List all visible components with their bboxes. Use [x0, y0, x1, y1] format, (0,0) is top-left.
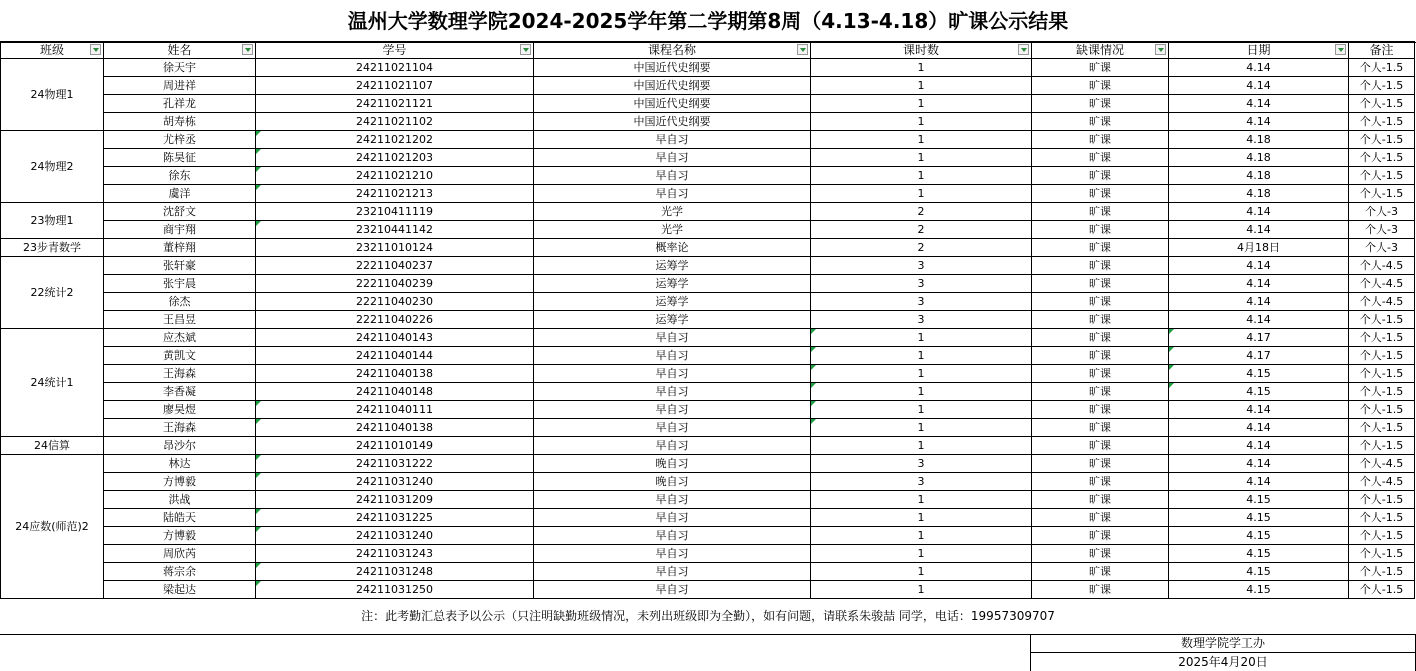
cell-name[interactable]: 徐天宇 [104, 59, 256, 77]
cell-student-id[interactable]: 24211031250 [256, 581, 534, 599]
cell-status[interactable]: 旷课 [1032, 59, 1169, 77]
cell-note[interactable]: 个人-1.5 [1349, 401, 1415, 419]
cell-name[interactable]: 陈昊征 [104, 149, 256, 167]
cell-class[interactable]: 24统计1 [1, 329, 104, 437]
cell-student-id[interactable]: 24211031248 [256, 563, 534, 581]
cell-course[interactable]: 早自习 [534, 167, 811, 185]
cell-date[interactable]: 4.15 [1169, 491, 1349, 509]
cell-student-id[interactable]: 24211021121 [256, 95, 534, 113]
cell-hours[interactable]: 3 [811, 275, 1032, 293]
cell-status[interactable]: 旷课 [1032, 491, 1169, 509]
table-row [1, 401, 1415, 419]
cell-hours[interactable]: 1 [811, 563, 1032, 581]
table-row [1, 473, 1415, 491]
cell-student-id[interactable]: 24211031240 [256, 473, 534, 491]
table-row [1, 365, 1415, 383]
cell-student-id[interactable]: 24211010149 [256, 437, 534, 455]
table-row [1, 311, 1415, 329]
cell-hours[interactable]: 1 [811, 131, 1032, 149]
column-header-course[interactable]: 课程名称 [534, 42, 811, 59]
footer-signature [1030, 634, 1416, 671]
cell-hours[interactable]: 1 [811, 149, 1032, 167]
cell-class[interactable]: 24物理1 [1, 59, 104, 131]
cell-class[interactable]: 24应数(师范)2 [1, 455, 104, 599]
table-row [1, 509, 1415, 527]
cell-student-id[interactable]: 24211040111 [256, 401, 534, 419]
cell-note[interactable]: 个人-1.5 [1349, 311, 1415, 329]
cell-course[interactable]: 早自习 [534, 437, 811, 455]
cell-course[interactable]: 早自习 [534, 347, 811, 365]
cell-date[interactable]: 4.14 [1169, 275, 1349, 293]
cell-hours[interactable]: 1 [811, 491, 1032, 509]
cell-student-id[interactable]: 24211021104 [256, 59, 534, 77]
cell-student-id[interactable]: 24211040138 [256, 419, 534, 437]
cell-student-id[interactable]: 24211031222 [256, 455, 534, 473]
error-indicator-icon [256, 149, 261, 154]
table-row [1, 275, 1415, 293]
cell-date[interactable]: 4.18 [1169, 149, 1349, 167]
cell-note[interactable]: 个人-3 [1349, 203, 1415, 221]
cell-date[interactable]: 4.14 [1169, 203, 1349, 221]
cell-course[interactable]: 早自习 [534, 131, 811, 149]
cell-name[interactable]: 徐杰 [104, 293, 256, 311]
cell-date[interactable]: 4.15 [1169, 581, 1349, 599]
error-indicator-icon [256, 419, 261, 424]
error-indicator-icon [256, 131, 261, 136]
cell-note[interactable]: 个人-3 [1349, 239, 1415, 257]
cell-hours[interactable]: 1 [811, 167, 1032, 185]
error-indicator-icon [811, 329, 816, 334]
cell-status[interactable]: 旷课 [1032, 419, 1169, 437]
cell-hours[interactable]: 1 [811, 113, 1032, 131]
cell-status[interactable]: 旷课 [1032, 149, 1169, 167]
error-indicator-icon [1169, 383, 1174, 388]
cell-name[interactable]: 陆皓天 [104, 509, 256, 527]
cell-status[interactable]: 旷课 [1032, 581, 1169, 599]
cell-note[interactable]: 个人-1.5 [1349, 149, 1415, 167]
cell-name[interactable]: 周欣芮 [104, 545, 256, 563]
error-indicator-icon [256, 473, 261, 478]
cell-note[interactable]: 个人-1.5 [1349, 185, 1415, 203]
cell-status[interactable]: 旷课 [1032, 257, 1169, 275]
cell-name[interactable]: 黄凯文 [104, 347, 256, 365]
table-row [1, 563, 1415, 581]
cell-hours[interactable]: 2 [811, 221, 1032, 239]
table-row [1, 131, 1415, 149]
cell-status[interactable]: 旷课 [1032, 545, 1169, 563]
cell-student-id[interactable]: 24211021210 [256, 167, 534, 185]
table-row [1, 167, 1415, 185]
error-indicator-icon [256, 581, 261, 586]
error-indicator-icon [1169, 365, 1174, 370]
cell-hours[interactable]: 1 [811, 329, 1032, 347]
table-row [1, 527, 1415, 545]
cell-course[interactable]: 早自习 [534, 491, 811, 509]
cell-course[interactable]: 中国近代史纲要 [534, 77, 811, 95]
cell-student-id[interactable]: 23211010124 [256, 239, 534, 257]
cell-note[interactable]: 个人-3 [1349, 221, 1415, 239]
cell-name[interactable]: 张轩豪 [104, 257, 256, 275]
cell-student-id[interactable]: 22211040237 [256, 257, 534, 275]
cell-course[interactable]: 早自习 [534, 149, 811, 167]
cell-date[interactable]: 4月18日 [1169, 239, 1349, 257]
table-row [1, 491, 1415, 509]
cell-status[interactable]: 旷课 [1032, 167, 1169, 185]
cell-course[interactable]: 早自习 [534, 383, 811, 401]
cell-student-id[interactable]: 24211031240 [256, 527, 534, 545]
cell-date[interactable]: 4.14 [1169, 95, 1349, 113]
column-header-date[interactable]: 日期 [1169, 42, 1349, 59]
cell-name[interactable]: 梁起达 [104, 581, 256, 599]
table-row [1, 203, 1415, 221]
cell-student-id[interactable]: 22211040226 [256, 311, 534, 329]
table-row [1, 185, 1415, 203]
cell-course[interactable]: 早自习 [534, 581, 811, 599]
table-row [1, 95, 1415, 113]
cell-course[interactable]: 概率论 [534, 239, 811, 257]
cell-name[interactable]: 廖昊煜 [104, 401, 256, 419]
footer-date: 2025年4月20日 [1178, 655, 1268, 669]
table-row [1, 149, 1415, 167]
cell-date[interactable]: 4.18 [1169, 167, 1349, 185]
cell-status[interactable]: 旷课 [1032, 131, 1169, 149]
cell-name[interactable]: 胡寿栋 [104, 113, 256, 131]
cell-note[interactable]: 个人-4.5 [1349, 455, 1415, 473]
cell-date[interactable]: 4.14 [1169, 419, 1349, 437]
cell-note[interactable]: 个人-4.5 [1349, 257, 1415, 275]
cell-name[interactable]: 洪战 [104, 491, 256, 509]
cell-student-id[interactable]: 24211031243 [256, 545, 534, 563]
cell-hours[interactable]: 1 [811, 437, 1032, 455]
footer-office: 数理学院学工办 [1031, 634, 1415, 653]
cell-date[interactable]: 4.15 [1169, 383, 1349, 401]
cell-note[interactable]: 个人-4.5 [1349, 293, 1415, 311]
cell-date[interactable]: 4.14 [1169, 473, 1349, 491]
error-indicator-icon [811, 419, 816, 424]
table-row [1, 293, 1415, 311]
cell-date[interactable]: 4.14 [1169, 221, 1349, 239]
cell-hours[interactable]: 1 [811, 185, 1032, 203]
cell-name[interactable]: 尤梓丞 [104, 131, 256, 149]
notice-text: 注：此考勤汇总表予以公示（只注明缺勤班级情况，未列出班级即为全勤），如有问题，请联系朱骏喆 同学，电话：19957309707 [0, 598, 1416, 635]
absence-table [0, 41, 1415, 599]
table-row [1, 239, 1415, 257]
cell-name[interactable]: 林达 [104, 455, 256, 473]
filter-dropdown-icon[interactable] [1018, 44, 1029, 55]
filter-dropdown-icon[interactable] [797, 44, 808, 55]
cell-name[interactable]: 应杰斌 [104, 329, 256, 347]
cell-date[interactable]: 4.17 [1169, 329, 1349, 347]
cell-status[interactable]: 旷课 [1032, 329, 1169, 347]
cell-course[interactable]: 早自习 [534, 563, 811, 581]
cell-hours[interactable]: 1 [811, 545, 1032, 563]
cell-name[interactable]: 昂沙尔 [104, 437, 256, 455]
cell-date[interactable]: 4.14 [1169, 59, 1349, 77]
cell-name[interactable]: 李香凝 [104, 383, 256, 401]
error-indicator-icon [256, 221, 261, 226]
cell-course[interactable]: 早自习 [534, 419, 811, 437]
cell-hours[interactable]: 1 [811, 95, 1032, 113]
error-indicator-icon [1169, 347, 1174, 352]
cell-hours[interactable]: 2 [811, 203, 1032, 221]
cell-name[interactable]: 沈舒文 [104, 203, 256, 221]
cell-hours[interactable]: 1 [811, 509, 1032, 527]
table-row [1, 347, 1415, 365]
table-row [1, 257, 1415, 275]
table-row [1, 383, 1415, 401]
cell-note[interactable]: 个人-4.5 [1349, 473, 1415, 491]
cell-date[interactable]: 4.14 [1169, 437, 1349, 455]
cell-course[interactable]: 运筹学 [534, 293, 811, 311]
cell-hours[interactable]: 3 [811, 311, 1032, 329]
cell-student-id[interactable]: 24211021102 [256, 113, 534, 131]
table-row [1, 437, 1415, 455]
error-indicator-icon [1169, 329, 1174, 334]
cell-student-id[interactable]: 24211040144 [256, 347, 534, 365]
cell-date[interactable]: 4.18 [1169, 185, 1349, 203]
table-row [1, 545, 1415, 563]
cell-hours[interactable]: 1 [811, 365, 1032, 383]
cell-date[interactable]: 4.15 [1169, 365, 1349, 383]
cell-name[interactable]: 蒋宗余 [104, 563, 256, 581]
cell-student-id[interactable]: 23210441142 [256, 221, 534, 239]
cell-date[interactable]: 4.14 [1169, 455, 1349, 473]
cell-status[interactable]: 旷课 [1032, 113, 1169, 131]
error-indicator-icon [256, 185, 261, 190]
cell-course[interactable]: 晚自习 [534, 473, 811, 491]
cell-note[interactable]: 个人-1.5 [1349, 329, 1415, 347]
cell-course[interactable]: 光学 [534, 221, 811, 239]
cell-hours[interactable]: 1 [811, 401, 1032, 419]
column-header-class[interactable]: 班级 [1, 42, 104, 59]
cell-status[interactable]: 旷课 [1032, 311, 1169, 329]
cell-name[interactable]: 方博毅 [104, 527, 256, 545]
cell-class[interactable]: 24信算 [1, 437, 104, 455]
header-row [1, 42, 1415, 59]
error-indicator-icon [256, 527, 261, 532]
cell-course[interactable]: 早自习 [534, 509, 811, 527]
cell-class[interactable]: 23步青数学 [1, 239, 104, 257]
cell-student-id[interactable]: 24211040148 [256, 383, 534, 401]
cell-note[interactable]: 个人-1.5 [1349, 545, 1415, 563]
cell-status[interactable]: 旷课 [1032, 275, 1169, 293]
cell-course[interactable]: 光学 [534, 203, 811, 221]
table-row [1, 581, 1415, 599]
cell-name[interactable]: 王海森 [104, 419, 256, 437]
error-indicator-icon [256, 509, 261, 514]
cell-course[interactable]: 早自习 [534, 329, 811, 347]
cell-student-id[interactable]: 24211021203 [256, 149, 534, 167]
cell-note[interactable]: 个人-1.5 [1349, 383, 1415, 401]
cell-hours[interactable]: 3 [811, 257, 1032, 275]
cell-note[interactable]: 个人-1.5 [1349, 347, 1415, 365]
cell-status[interactable]: 旷课 [1032, 203, 1169, 221]
cell-status[interactable]: 旷课 [1032, 185, 1169, 203]
cell-hours[interactable]: 1 [811, 77, 1032, 95]
cell-note[interactable]: 个人-1.5 [1349, 419, 1415, 437]
cell-date[interactable]: 4.14 [1169, 401, 1349, 419]
cell-hours[interactable]: 3 [811, 293, 1032, 311]
cell-course[interactable]: 早自习 [534, 527, 811, 545]
table-row [1, 77, 1415, 95]
error-indicator-icon [256, 455, 261, 460]
error-indicator-icon [811, 383, 816, 388]
filter-dropdown-icon[interactable] [242, 44, 253, 55]
cell-hours[interactable]: 3 [811, 455, 1032, 473]
cell-student-id[interactable]: 24211031209 [256, 491, 534, 509]
cell-student-id[interactable]: 24211031225 [256, 509, 534, 527]
cell-hours[interactable]: 1 [811, 59, 1032, 77]
error-indicator-icon [811, 401, 816, 406]
cell-date[interactable]: 4.15 [1169, 527, 1349, 545]
cell-date[interactable]: 4.14 [1169, 77, 1349, 95]
column-header-note[interactable]: 备注 [1349, 42, 1415, 59]
cell-course[interactable]: 早自习 [534, 401, 811, 419]
cell-note[interactable]: 个人-1.5 [1349, 527, 1415, 545]
cell-hours[interactable]: 1 [811, 527, 1032, 545]
cell-name[interactable]: 孔祥龙 [104, 95, 256, 113]
cell-course[interactable]: 早自习 [534, 365, 811, 383]
cell-name[interactable]: 张宇晨 [104, 275, 256, 293]
cell-date[interactable]: 4.15 [1169, 509, 1349, 527]
cell-name[interactable]: 商宇翔 [104, 221, 256, 239]
filter-dropdown-icon[interactable] [1335, 44, 1346, 55]
cell-student-id[interactable]: 24211040143 [256, 329, 534, 347]
cell-status[interactable]: 旷课 [1032, 563, 1169, 581]
column-header-name[interactable]: 姓名 [104, 42, 256, 59]
cell-status[interactable]: 旷课 [1032, 365, 1169, 383]
cell-course[interactable]: 晚自习 [534, 455, 811, 473]
cell-date[interactable]: 4.14 [1169, 257, 1349, 275]
cell-course[interactable]: 早自习 [534, 185, 811, 203]
cell-class[interactable]: 23物理1 [1, 203, 104, 239]
cell-student-id[interactable]: 24211040138 [256, 365, 534, 383]
table-row [1, 455, 1415, 473]
column-header-status[interactable]: 缺课情况 [1032, 42, 1169, 59]
table-row [1, 59, 1415, 77]
cell-status[interactable]: 旷课 [1032, 293, 1169, 311]
cell-hours[interactable]: 3 [811, 473, 1032, 491]
cell-note[interactable]: 个人-1.5 [1349, 563, 1415, 581]
cell-date[interactable]: 4.17 [1169, 347, 1349, 365]
cell-status[interactable]: 旷课 [1032, 77, 1169, 95]
cell-name[interactable]: 虞洋 [104, 185, 256, 203]
cell-note[interactable]: 个人-1.5 [1349, 365, 1415, 383]
cell-student-id[interactable]: 23210411119 [256, 203, 534, 221]
cell-note[interactable]: 个人-1.5 [1349, 167, 1415, 185]
cell-class[interactable]: 24物理2 [1, 131, 104, 203]
error-indicator-icon [811, 347, 816, 352]
column-header-hours[interactable]: 课时数 [811, 42, 1032, 59]
cell-status[interactable]: 旷课 [1032, 383, 1169, 401]
cell-name[interactable]: 董梓翔 [104, 239, 256, 257]
cell-date[interactable]: 4.15 [1169, 545, 1349, 563]
cell-status[interactable]: 旷课 [1032, 509, 1169, 527]
cell-name[interactable]: 方博毅 [104, 473, 256, 491]
cell-name[interactable]: 王昌昱 [104, 311, 256, 329]
cell-course[interactable]: 早自习 [534, 545, 811, 563]
cell-student-id[interactable]: 24211021107 [256, 77, 534, 95]
cell-status[interactable]: 旷课 [1032, 95, 1169, 113]
cell-hours[interactable]: 1 [811, 383, 1032, 401]
cell-date[interactable]: 4.14 [1169, 293, 1349, 311]
cell-status[interactable]: 旷课 [1032, 473, 1169, 491]
error-indicator-icon [256, 401, 261, 406]
table-row [1, 221, 1415, 239]
cell-course[interactable]: 运筹学 [534, 275, 811, 293]
column-header-student-id[interactable]: 学号 [256, 42, 534, 59]
cell-class[interactable]: 22统计2 [1, 257, 104, 329]
cell-status[interactable]: 旷课 [1032, 239, 1169, 257]
cell-status[interactable]: 旷课 [1032, 527, 1169, 545]
error-indicator-icon [256, 563, 261, 568]
cell-name[interactable]: 徐东 [104, 167, 256, 185]
cell-status[interactable]: 旷课 [1032, 455, 1169, 473]
cell-hours[interactable]: 1 [811, 581, 1032, 599]
cell-status[interactable]: 旷课 [1032, 401, 1169, 419]
cell-hours[interactable]: 1 [811, 347, 1032, 365]
cell-date[interactable]: 4.14 [1169, 113, 1349, 131]
cell-hours[interactable]: 1 [811, 419, 1032, 437]
filter-dropdown-icon[interactable] [520, 44, 531, 55]
filter-dropdown-icon[interactable] [90, 44, 101, 55]
cell-student-id[interactable]: 24211021213 [256, 185, 534, 203]
cell-name[interactable]: 周进祥 [104, 77, 256, 95]
cell-status[interactable]: 旷课 [1032, 347, 1169, 365]
cell-course[interactable]: 中国近代史纲要 [534, 95, 811, 113]
cell-status[interactable]: 旷课 [1032, 437, 1169, 455]
cell-status[interactable]: 旷课 [1032, 221, 1169, 239]
cell-course[interactable]: 中国近代史纲要 [534, 59, 811, 77]
cell-note[interactable]: 个人-1.5 [1349, 77, 1415, 95]
sheet-title: 温州大学数理学院2024-2025学年第二学期第8周（4.13-4.18）旷课公示结果 [0, 0, 1416, 43]
cell-note[interactable]: 个人-1.5 [1349, 509, 1415, 527]
error-indicator-icon [811, 365, 816, 370]
cell-course[interactable]: 运筹学 [534, 257, 811, 275]
cell-name[interactable]: 王海森 [104, 365, 256, 383]
table-row [1, 419, 1415, 437]
cell-student-id[interactable]: 22211040239 [256, 275, 534, 293]
cell-note[interactable]: 个人-1.5 [1349, 113, 1415, 131]
filter-dropdown-icon[interactable] [1155, 44, 1166, 55]
cell-student-id[interactable]: 24211021202 [256, 131, 534, 149]
cell-note[interactable]: 个人-1.5 [1349, 95, 1415, 113]
cell-note[interactable]: 个人-1.5 [1349, 59, 1415, 77]
cell-student-id[interactable]: 22211040230 [256, 293, 534, 311]
cell-date[interactable]: 4.15 [1169, 563, 1349, 581]
cell-hours[interactable]: 2 [811, 239, 1032, 257]
table-row [1, 113, 1415, 131]
cell-note[interactable]: 个人-1.5 [1349, 437, 1415, 455]
table-row [1, 329, 1415, 347]
cell-note[interactable]: 个人-1.5 [1349, 131, 1415, 149]
cell-note[interactable]: 个人-1.5 [1349, 491, 1415, 509]
cell-note[interactable]: 个人-1.5 [1349, 581, 1415, 599]
error-indicator-icon [256, 167, 261, 172]
cell-course[interactable]: 中国近代史纲要 [534, 113, 811, 131]
table-body [1, 59, 1415, 599]
cell-date[interactable]: 4.14 [1169, 311, 1349, 329]
cell-note[interactable]: 个人-4.5 [1349, 275, 1415, 293]
cell-date[interactable]: 4.18 [1169, 131, 1349, 149]
cell-course[interactable]: 运筹学 [534, 311, 811, 329]
